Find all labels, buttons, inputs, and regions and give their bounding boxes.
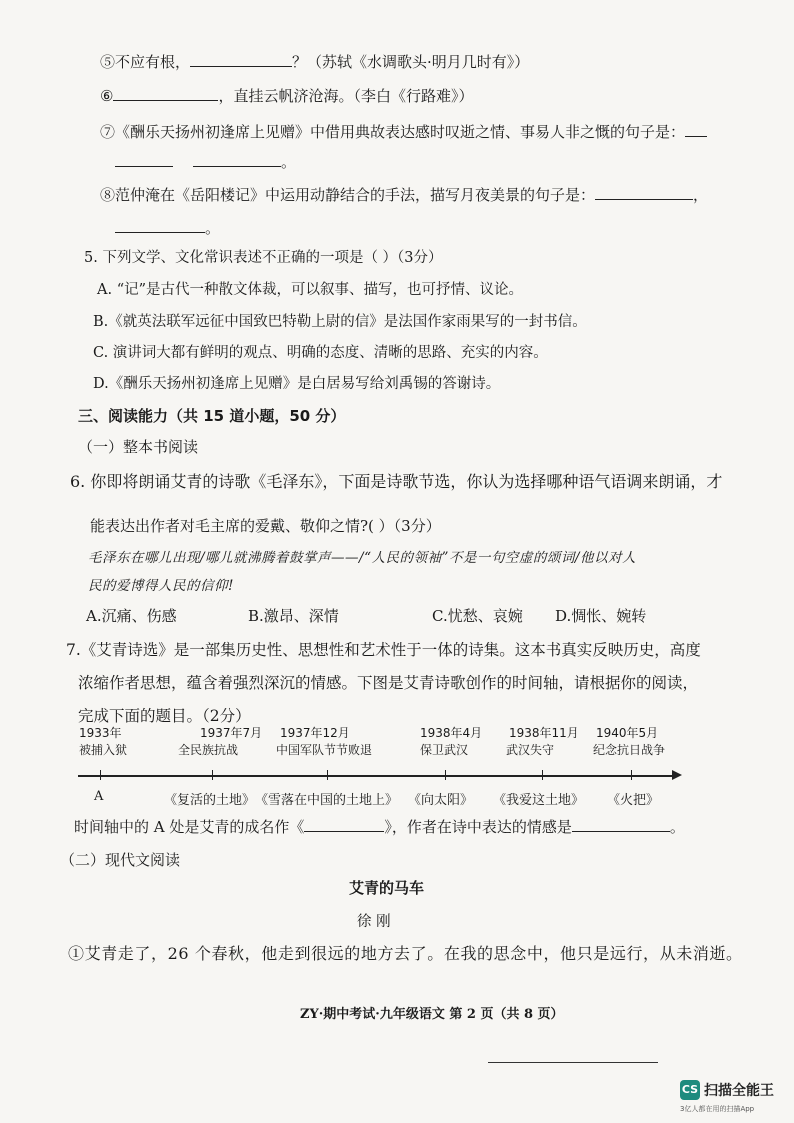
q6-stem-line1: 6. 你即将朗诵艾青的诗歌《毛泽东》，下面是诗歌节选，你认为选择哪种语气语调来朗诵，才 bbox=[70, 472, 723, 491]
q5-option-c[interactable]: C. 演讲词大都有鲜明的观点、明确的态度、清晰的思路、充实的内容。 bbox=[93, 345, 548, 361]
q8-fill-comma: ， bbox=[693, 186, 709, 204]
scanner-app-name: 扫描全能王 bbox=[704, 1082, 774, 1099]
timeline-poem: A bbox=[94, 789, 104, 804]
timeline-tick bbox=[542, 770, 543, 780]
timeline-poem: 《火把》 bbox=[607, 793, 660, 808]
q6-fill-post: ，直挂云帆济沧海。（李白《行路难》） bbox=[218, 87, 474, 105]
q7-answer-pre: 时间轴中的 A 处是艾青的成名作《 bbox=[74, 818, 305, 836]
q7-stem-line2: 浓缩作者思想，蕴含着强烈深沉的情感。下图是艾青诗歌创作的时间轴，请根据你的阅读， bbox=[78, 674, 699, 692]
page-footer: ZY·期中考试·九年级语文 第 2 页（共 8 页） bbox=[300, 1007, 564, 1022]
q7-stem-line1: 7.《艾青诗选》是一部集历史性、思想性和艺术性于一体的诗集。这本书真实反映历史，高度 bbox=[66, 641, 701, 659]
answer-blank[interactable] bbox=[572, 817, 670, 832]
timeline-date: 1938年4月 bbox=[420, 726, 483, 740]
timeline-event: 纪念抗日战争 bbox=[593, 743, 666, 757]
timeline-tick bbox=[631, 770, 632, 780]
q5-fill-pre: ⑤不应有根， bbox=[100, 53, 191, 71]
timeline-poem: 《复活的土地》 bbox=[164, 793, 256, 808]
q6-fill-pre: ⑥ bbox=[100, 87, 114, 105]
article-paragraph: ①艾青走了，26 个春秋，他走到很远的地方去了。在我的思念中，他只是远行，从未消逝。 bbox=[68, 944, 743, 963]
timeline-event: 保卫武汉 bbox=[420, 743, 469, 757]
answer-blank[interactable] bbox=[190, 52, 292, 67]
q5-fill-line bbox=[100, 52, 529, 72]
answer-blank[interactable] bbox=[685, 122, 707, 137]
q7-answer-end: 。 bbox=[669, 818, 685, 836]
answer-blank[interactable] bbox=[113, 86, 218, 101]
timeline-poem: 《雪落在中国的土地上》 bbox=[255, 793, 399, 808]
timeline-tick bbox=[212, 770, 213, 780]
answer-blank[interactable] bbox=[595, 185, 693, 200]
q6-option-c[interactable]: C.忧愁、哀婉 bbox=[432, 607, 523, 625]
q6-poem-line2: 民的爱博得人民的信仰! bbox=[88, 578, 234, 594]
q7-fill-text: ⑦《酬乐天扬州初逢席上见赠》中借用典故表达感时叹逝之情、事易人非之慨的句子是： bbox=[100, 123, 686, 141]
timeline-date: 1937年12月 bbox=[280, 726, 350, 740]
q5-option-a[interactable]: A. “记”是古代一种散文体裁，可以叙事、描写，也可抒情、议论。 bbox=[97, 282, 524, 298]
timeline-date: 1938年11月 bbox=[509, 726, 579, 740]
timeline-event: 武汉失守 bbox=[506, 743, 555, 757]
subsection-heading: （一）整本书阅读 bbox=[78, 438, 199, 456]
section-heading: 三、阅读能力（共 15 道小题，50 分） bbox=[78, 407, 346, 425]
q7-stem-line3: 完成下面的题目。（2分） bbox=[78, 707, 251, 725]
q7-answer-mid: 》，作者在诗中表达的情感是 bbox=[384, 818, 572, 836]
timeline-tick bbox=[100, 770, 101, 780]
q8-fill-end: 。 bbox=[205, 219, 221, 237]
timeline-tick bbox=[327, 770, 328, 780]
subsection-heading: （二）现代文阅读 bbox=[60, 851, 181, 869]
timeline-date: 1940年5月 bbox=[596, 726, 659, 740]
timeline-date: 1933年 bbox=[79, 726, 122, 740]
timeline-poem: 《向太阳》 bbox=[408, 793, 474, 808]
q8-fill-text: ⑧范仲淹在《岳阳楼记》中运用动静结合的手法，描写月夜美景的句子是： bbox=[100, 186, 596, 204]
q8-fill-line2 bbox=[115, 218, 220, 238]
answer-blank[interactable] bbox=[304, 817, 384, 832]
q6-stem-line2: 能表达出作者对毛主席的爱戴、敬仰之情?( ）（3分） bbox=[90, 517, 441, 535]
article-author: 徐 刚 bbox=[357, 914, 391, 930]
arrow-icon bbox=[672, 770, 682, 780]
q5-fill-post: ？（苏轼《水调歌头·明月几时有》） bbox=[292, 53, 530, 71]
q5-option-b[interactable]: B.《就英法联军远征中国致巴特勒上尉的信》是法国作家雨果写的一封书信。 bbox=[93, 314, 587, 330]
timeline-event: 被捕入狱 bbox=[79, 743, 128, 757]
timeline-axis bbox=[78, 775, 674, 777]
timeline-event: 中国军队节节败退 bbox=[276, 743, 373, 757]
q7-answer-line bbox=[74, 817, 685, 837]
scanner-logo-icon: CS bbox=[680, 1080, 700, 1100]
q5-stem: 5. 下列文学、文化常识表述不正确的一项是（ ）（3分） bbox=[84, 250, 443, 266]
scanner-tagline: 3亿人都在用的扫描App bbox=[680, 1105, 755, 1113]
q7-fill-end: 。 bbox=[281, 153, 297, 171]
answer-blank[interactable] bbox=[193, 152, 281, 167]
q6-fill-line bbox=[100, 86, 473, 106]
footer-rule bbox=[488, 1062, 658, 1063]
timeline-poem: 《我爱这土地》 bbox=[493, 793, 585, 808]
q6-option-a[interactable]: A.沉痛、伤感 bbox=[86, 607, 177, 625]
timeline-event: 全民族抗战 bbox=[178, 743, 239, 757]
scanner-logo bbox=[680, 1079, 774, 1100]
timeline-date: 1937年7月 bbox=[200, 726, 263, 740]
q6-option-b[interactable]: B.激昂、深情 bbox=[248, 607, 339, 625]
article-title: 艾青的马车 bbox=[349, 879, 425, 897]
q5-option-d[interactable]: D.《酬乐天扬州初逢席上见赠》是白居易写给刘禹锡的答谢诗。 bbox=[93, 376, 501, 392]
answer-blank[interactable] bbox=[115, 152, 173, 167]
q6-option-d[interactable]: D.惆怅、婉转 bbox=[555, 607, 647, 625]
q6-poem-line1: 毛泽东在哪儿出现/哪儿就沸腾着鼓掌声——/“人民的领袖”不是一句空虚的颂词/他以对人 bbox=[88, 550, 636, 566]
q8-fill-line bbox=[100, 185, 708, 205]
q7-fill-line2 bbox=[115, 152, 296, 172]
answer-blank[interactable] bbox=[115, 218, 205, 233]
q7-fill-line bbox=[100, 122, 707, 142]
timeline-tick bbox=[445, 770, 446, 780]
